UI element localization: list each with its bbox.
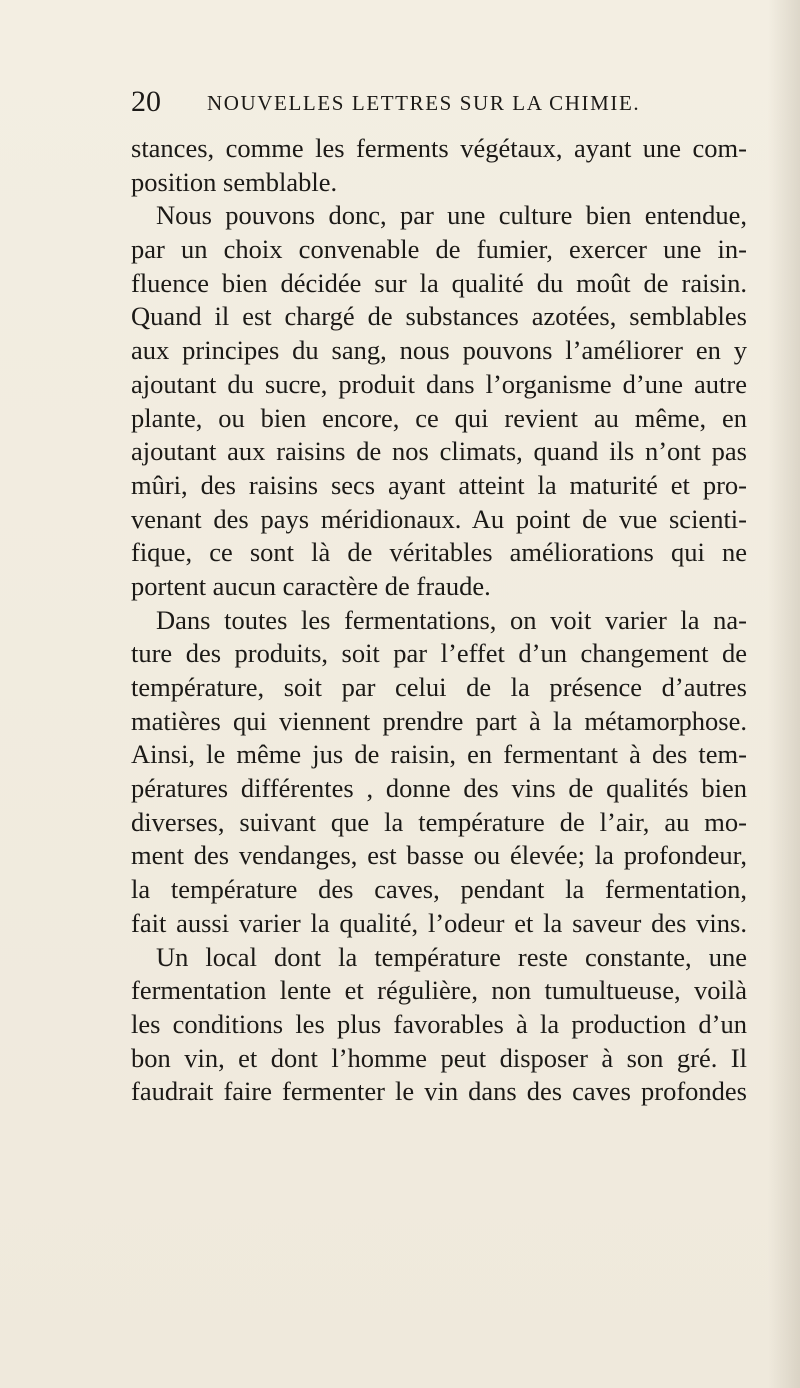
text-line: ture des produits, soit par l’effet d’un changement de [131,638,747,669]
text-line: température, soit par celui de la présence d’autres [131,672,747,702]
running-title: NOUVELLES LETTRES SUR LA CHIMIE. [207,91,641,115]
text-line: venant des pays méridionaux. Au point de vue scienti- [131,503,747,534]
text-line: la température des caves, pendant la fermentation, [131,874,747,905]
text-line: fait aussi varier la qualité, l’odeur et la saveur des vins. [131,907,747,938]
text-line: portent aucun caractère de fraude. [131,570,491,601]
body-text [131,132,747,1109]
text-line: matières qui viennent prendre part à la métamorphose. [131,705,747,736]
text-line: ajoutant du sucre, produit dans l’organisme d’une autre [131,368,747,399]
text-line: fluence bien décidée sur la qualité du moût de raisin. [131,267,747,298]
text-line: pératures différentes , donne des vins de qualités bien [131,773,747,804]
text-line: fermentation lente et régulière, non tumultueuse, voilà [131,975,747,1006]
page-number: 20 [131,85,161,118]
text-line: aux principes du sang, nous pouvons l’améliorer en y [131,335,747,366]
text-line: Dans toutes les fermentations, on voit varier la na- [156,604,747,635]
text-line: ment des vendanges, est basse ou élevée; la profondeur, [131,840,747,871]
text-line: mûri, des raisins secs ayant atteint la maturité et pro- [131,469,747,500]
page-header [131,84,691,124]
text-line: faudrait faire fermenter le vin dans des caves profondes [131,1076,747,1107]
text-line: Ainsi, le même jus de raisin, en fermentant à des tem- [131,739,747,770]
text-line: ajoutant aux raisins de nos climats, quand ils n’ont pas [131,436,747,467]
text-line: Un local dont la température reste constante, une [156,941,747,972]
text-line: plante, ou bien encore, ce qui revient au même, en [131,402,747,433]
text-line: par un choix convenable de fumier, exercer une in- [131,234,747,265]
text-line: Nous pouvons donc, par une culture bien entendue, [156,200,747,231]
text-line: stances, comme les ferments végétaux, ayant une com- [131,133,747,163]
text-line: Quand il est chargé de substances azotées, semblables [131,301,747,332]
text-line: position semblable. [131,166,338,197]
text-line: fique, ce sont là de véritables améliorations qui ne [131,537,747,568]
text-line: diverses, suivant que la température de l’air, au mo- [131,806,747,837]
text-line: les conditions les plus favorables à la production d’un [131,1008,747,1039]
text-line: bon vin, et dont l’homme peut disposer à son gré. Il [131,1042,747,1073]
